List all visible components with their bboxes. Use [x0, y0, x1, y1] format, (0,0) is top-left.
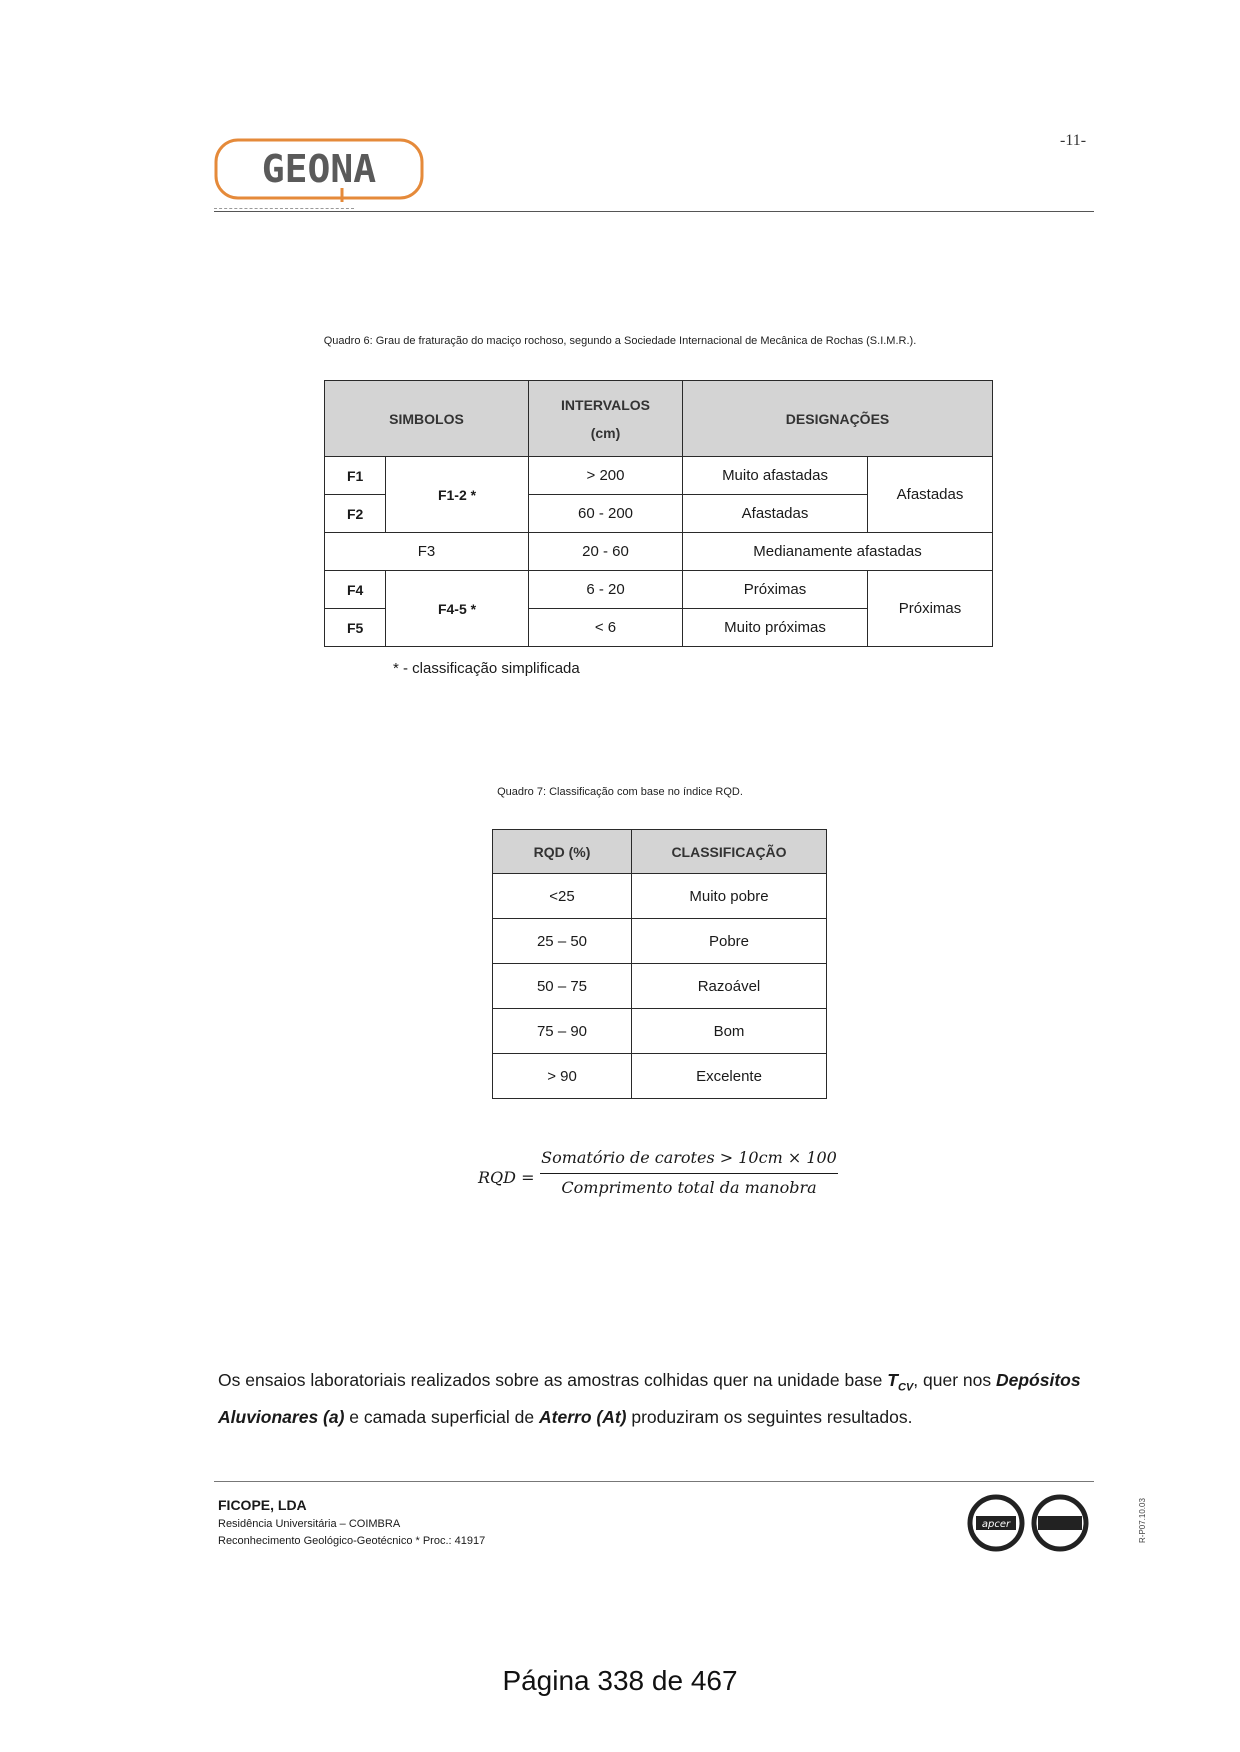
tcv-symbol: T [887, 1370, 898, 1390]
formula-lhs: RQD = [478, 1168, 535, 1187]
page-number: -11- [1060, 132, 1087, 149]
paragraph-text: e camada superficial de [344, 1406, 539, 1427]
aterro-term: Aterro (At) [539, 1406, 627, 1427]
cell-f4: F4 [325, 571, 386, 609]
depositos-term: Depósitos Aluvionares (a) [218, 1370, 1081, 1427]
geona-logo [214, 138, 424, 204]
rqd-class: Muito pobre [632, 874, 827, 919]
rqd-formula [478, 1148, 838, 1208]
cell-des-f2: Afastadas [683, 495, 868, 533]
cell-int-f3: 20 - 60 [529, 533, 683, 571]
cell-des-f5: Muito próximas [683, 609, 868, 647]
rqd-class: Excelente [632, 1054, 827, 1099]
fracture-table [324, 380, 993, 647]
table7-caption: Quadro 7: Classificação com base no índice RQD. [497, 786, 743, 798]
header-simbolos: SIMBOLOS [325, 381, 529, 457]
rqd-value: 75 – 90 [493, 1009, 632, 1054]
cell-int-f4: 6 - 20 [529, 571, 683, 609]
cell-des-f4: Próximas [683, 571, 868, 609]
table-row [493, 1054, 827, 1099]
paragraph-text: , quer nos [913, 1370, 996, 1390]
cell-f5: F5 [325, 609, 386, 647]
tcv-subscript: CV [897, 1381, 914, 1394]
header-intervalos-label: INTERVALOS [561, 396, 650, 413]
paragraph-text: Os ensaios laboratoriais realizados sobre as amostras colhidas quer na unidade base [218, 1370, 888, 1390]
rqd-class: Pobre [632, 919, 827, 964]
rqd-value: > 90 [493, 1054, 632, 1099]
formula-numerator: Somatório de carotes > 10cm × 100 [541, 1148, 837, 1167]
cell-des-f45: Próximas [868, 571, 993, 647]
iqnet-band-icon [1038, 1516, 1082, 1530]
cell-des-f3: Medianamente afastadas [683, 533, 993, 571]
page-counter: Página 338 de 467 [502, 1665, 738, 1696]
rqd-value: <25 [493, 874, 632, 919]
rqd-value: 50 – 75 [493, 964, 632, 1009]
rqd-class: Bom [632, 1009, 827, 1054]
table-row [493, 964, 827, 1009]
cell-f12: F1-2 * [386, 457, 529, 533]
cell-des-f12: Afastadas [868, 457, 993, 533]
header-designacoes: DESIGNAÇÕES [683, 381, 993, 457]
certification-logos [964, 1493, 1094, 1553]
cell-f2: F2 [325, 495, 386, 533]
header-intervalos-unit: (cm) [590, 424, 621, 441]
rqd-value: 25 – 50 [493, 919, 632, 964]
rqd-class: Razoável [632, 964, 827, 1009]
rqd-table [492, 829, 827, 1099]
cell-f1: F1 [325, 457, 386, 495]
logo-text: GEONA [261, 147, 377, 191]
apcer-label: apcer [981, 1519, 1011, 1530]
header-intervalos [529, 381, 683, 457]
footer-address: Residência Universitária – COIMBRA [218, 1518, 401, 1530]
cell-int-f2: 60 - 200 [529, 495, 683, 533]
cell-int-f5: < 6 [529, 609, 683, 647]
footer-project: Reconhecimento Geológico-Geotécnico * Proc.: 41917 [218, 1535, 486, 1547]
header-divider [214, 211, 1094, 212]
footer-divider [214, 1481, 1094, 1482]
cell-f45: F4-5 * [386, 571, 529, 647]
table-row [493, 1009, 827, 1054]
results-paragraph [218, 1366, 1098, 1432]
header-classificacao: CLASSIFICAÇÃO [632, 830, 827, 874]
table6-footnote: * - classificação simplificada [393, 660, 580, 677]
header-divider-dash [214, 208, 354, 209]
formula-denominator: Comprimento total da manobra [561, 1178, 817, 1197]
formula-fraction-bar [540, 1173, 838, 1174]
cell-f3: F3 [325, 533, 529, 571]
table-row [493, 919, 827, 964]
footer-company: FICOPE, LDA [218, 1497, 307, 1513]
document-code: R-P07.10.03 [1138, 1498, 1147, 1543]
table6-caption: Quadro 6: Grau de fraturação do maciço rochoso, segundo a Sociedade Internacional de Mecânica de Rochas (S.I.M.R.). [323, 335, 917, 347]
table-row [493, 874, 827, 919]
cell-int-f1: > 200 [529, 457, 683, 495]
paragraph-text: produziram os seguintes resultados. [626, 1406, 913, 1427]
tcv-term [887, 1370, 914, 1394]
cell-des-f1: Muito afastadas [683, 457, 868, 495]
header-rqd: RQD (%) [493, 830, 632, 874]
